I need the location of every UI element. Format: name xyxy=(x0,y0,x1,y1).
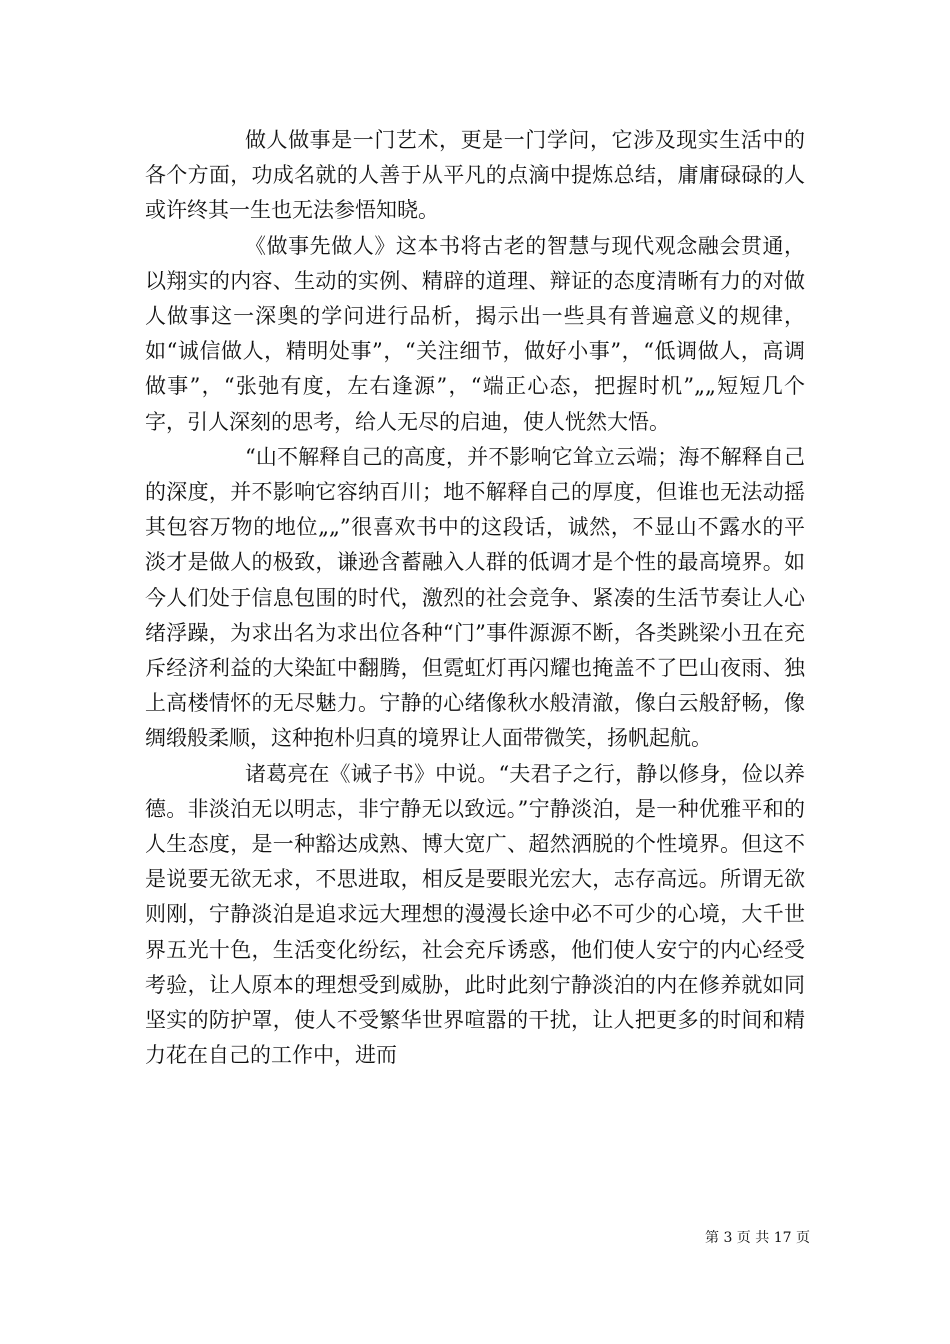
paragraph-3: “山不解释自己的高度，并不影响它耸立云端；海不解释自己的深度，并不影响它容纳百川；地不解释自己的厚度，但谁也无法动摇其包容万物的地位„„”很喜欢书中的这段话，诚然，不显山不露水的平淡才是做人的极致，谦逊含蓄融入人群的低调才是个性的最高境界。如今人们处于信息包围的时代，激烈的社会竞争、紧凑的生活节奏让人心绪浮躁，为求出名为求出位各种“门”事件源源不断，各类跳梁小丑在充斥经济利益的大染缸中翻腾，但霓虹灯再闪耀也掩盖不了巴山夜雨、独上高楼情怀的无尽魅力。宁静的心绪像秋水般清澈，像白云般舒畅，像绸缎般柔顺，这种抱朴归真的境界让人面带微笑，扬帆起航。 xyxy=(145,444,805,751)
paragraph-1: 做人做事是一门艺术，更是一门学问，它涉及现实生活中的各个方面，功成名就的人善于从平凡的点滴中提炼总结，庸庸碌碌的人或许终其一生也无法参悟知晓。 xyxy=(145,128,805,223)
paragraph-2: 《做事先做人》这本书将古老的智慧与现代观念融会贯通，以翔实的内容、生动的实例、精辟的道理、辩证的态度清晰有力的对做人做事这一深奥的学问进行品析，揭示出一些具有普遍意义的规律，如“诚信做人，精明处事”，“关注细节，做好小事”，“低调做人，高调做事”，“张弛有度，左右逢源”，“端正心态，把握时机”„„短短几个字，引人深刻的思考，给人无尽的启迪，使人恍然大悟。 xyxy=(145,233,805,434)
page-number-footer: 第 3 页 共 17 页 xyxy=(705,1230,810,1246)
document-body xyxy=(145,123,805,1073)
paragraph-4: 诸葛亮在《诫子书》中说。“夫君子之行，静以修身，俭以养德。非淡泊无以明志，非宁静无以致远。”宁静淡泊，是一种优雅平和的人生态度，是一种豁达成熟、博大宽广、超然洒脱的个性境界。但这不是说要无欲无求，不思进取，相反是要眼光宏大，志存高远。所谓无欲则刚，宁静淡泊是追求远大理想的漫漫长途中必不可少的心境，大千世界五光十色，生活变化纷纭，社会充斥诱惑，他们使人安宁的内心经受考验，让人原本的理想受到威胁，此时此刻宁静淡泊的内在修养就如同坚实的防护罩，使人不受繁华世界喧嚣的干扰，让人把更多的时间和精力花在自己的工作中，进而 xyxy=(145,761,805,1068)
